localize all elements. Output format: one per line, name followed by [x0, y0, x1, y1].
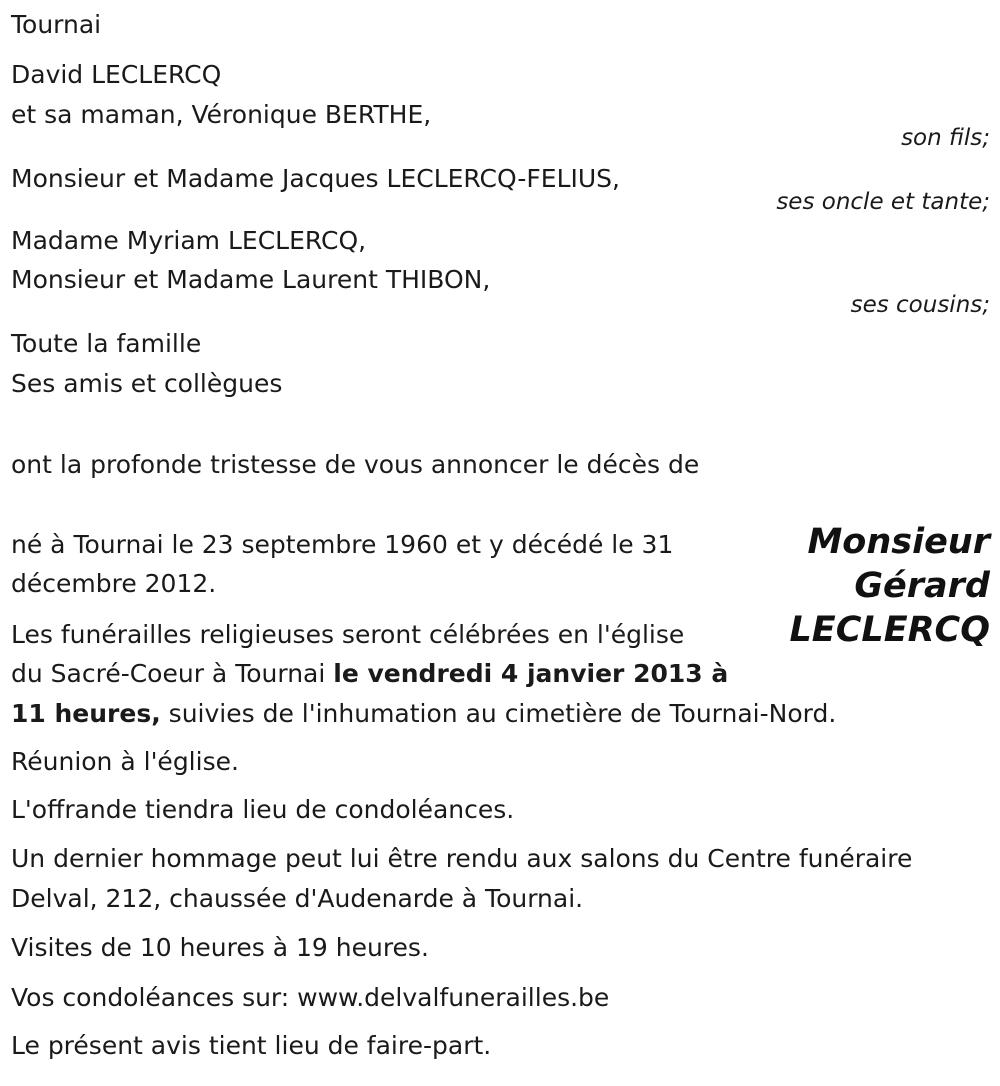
location: Tournai [11, 10, 102, 39]
relation-uncle-aunt: ses oncle et tante; [776, 189, 990, 215]
tribute-line-1: Un dernier hommage peut lui être rendu aux salons du Centre funéraire [11, 844, 913, 873]
family-line-1: David LECLERCQ [11, 60, 222, 89]
deceased-name [750, 520, 990, 652]
family-line-4: Madame Myriam LECLERCQ, [11, 226, 367, 255]
family-line-2: et sa maman, Véronique BERTHE, [11, 100, 432, 129]
funeral-line-1: Les funérailles religieuses seront célébrées en l'église [11, 620, 685, 649]
funeral-place: du Sacré-Coeur à Tournai [11, 659, 334, 688]
family-line-7: Ses amis et collègues [11, 369, 283, 398]
notice-info: Le présent avis tient lieu de faire-part. [11, 1031, 492, 1060]
funeral-burial: suivies de l'inhumation au cimetière de Tournai-Nord. [160, 699, 837, 728]
announcement: ont la profonde tristesse de vous annoncer le décès de [11, 450, 700, 479]
condolences-info: Vos condoléances sur: www.delvalfunerailles.be [11, 983, 610, 1012]
birth-line-1: né à Tournai le 23 septembre 1960 et y décédé le 31 [11, 530, 674, 559]
tribute-line-2: Delval, 212, chaussée d'Audenarde à Tournai. [11, 884, 584, 913]
family-line-3: Monsieur et Madame Jacques LECLERCQ-FELIUS, [11, 164, 620, 193]
meeting-info: Réunion à l'église. [11, 747, 239, 776]
relation-son: son fils; [901, 125, 990, 151]
relation-cousins: ses cousins; [850, 292, 990, 318]
funeral-line-3 [11, 695, 836, 732]
family-line-6: Toute la famille [11, 329, 202, 358]
visits-info: Visites de 10 heures à 19 heures. [11, 933, 429, 962]
birth-line-2: décembre 2012. [11, 569, 217, 598]
funeral-time: 11 heures, [11, 699, 161, 728]
family-line-5: Monsieur et Madame Laurent THIBON, [11, 265, 491, 294]
deceased-last-name: LECLERCQ [789, 610, 990, 650]
deceased-first-name: Gérard [854, 566, 990, 606]
funeral-date: le vendredi 4 janvier 2013 à [333, 659, 729, 688]
deceased-title: Monsieur [807, 522, 990, 562]
offering-info: L'offrande tiendra lieu de condoléances. [11, 795, 515, 824]
funeral-line-2 [11, 655, 728, 692]
